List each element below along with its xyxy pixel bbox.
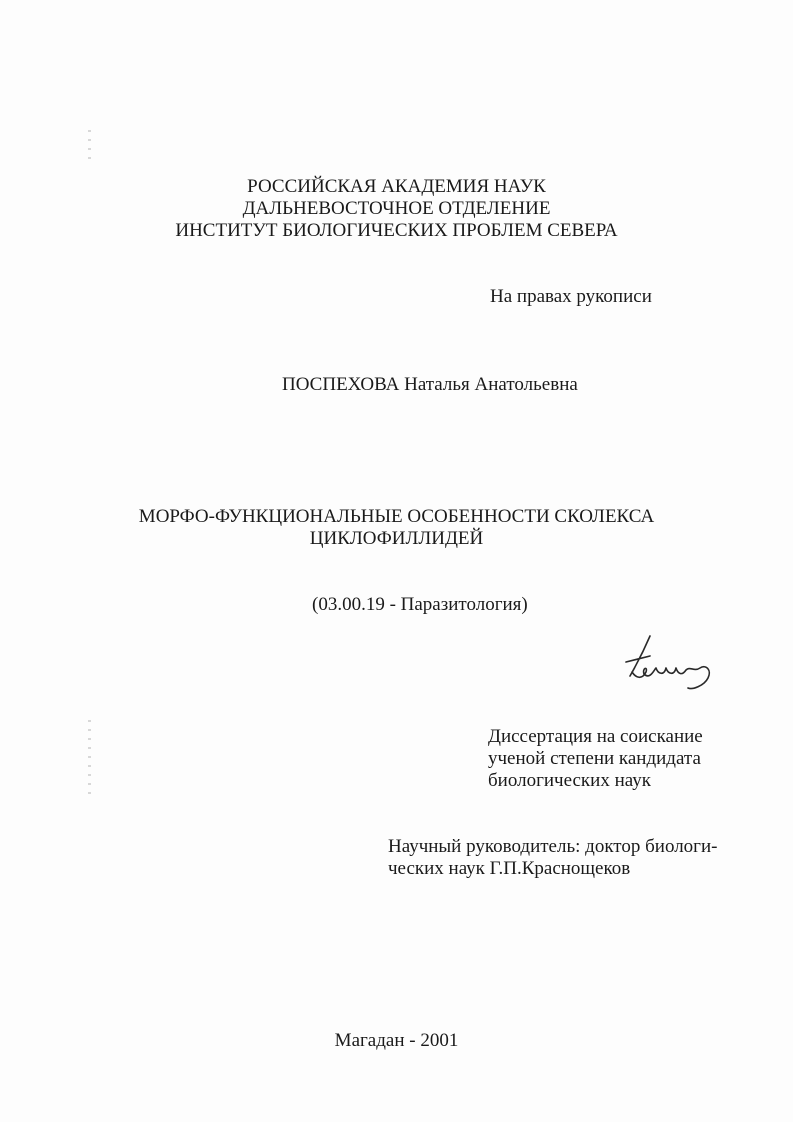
dissertation-line-3: биологических наук xyxy=(488,770,651,791)
rights-note: На правах рукописи xyxy=(490,286,652,307)
specialty-code: (03.00.19 - Паразитология) xyxy=(312,594,528,615)
supervisor-line-2: ческих наук Г.П.Краснощеков xyxy=(388,858,631,879)
place-year: Магадан - 2001 xyxy=(334,1030,459,1051)
dissertation-line-2: ученой степени кандидата xyxy=(488,748,701,769)
supervisor-line-1: Научный руководитель: доктор биологи- xyxy=(388,836,718,857)
title-line-1: МОРФО-ФУНКЦИОНАЛЬНЫЕ ОСОБЕННОСТИ СКОЛЕКСА xyxy=(138,506,655,527)
header-academy: РОССИЙСКАЯ АКАДЕМИЯ НАУК xyxy=(247,176,546,197)
dissertation-line-1: Диссертация на соискание xyxy=(488,726,703,747)
handwritten-signature-icon xyxy=(620,632,730,694)
author-name: ПОСПЕХОВА Наталья Анатольевна xyxy=(282,374,578,395)
header-institute: ИНСТИТУТ БИОЛОГИЧЕСКИХ ПРОБЛЕМ СЕВЕРА xyxy=(175,220,618,241)
title-line-2: ЦИКЛОФИЛЛИДЕЙ xyxy=(309,528,484,549)
header-branch: ДАЛЬНЕВОСТОЧНОЕ ОТДЕЛЕНИЕ xyxy=(242,198,551,219)
margin-artifact xyxy=(88,720,91,800)
margin-artifact xyxy=(88,130,91,160)
